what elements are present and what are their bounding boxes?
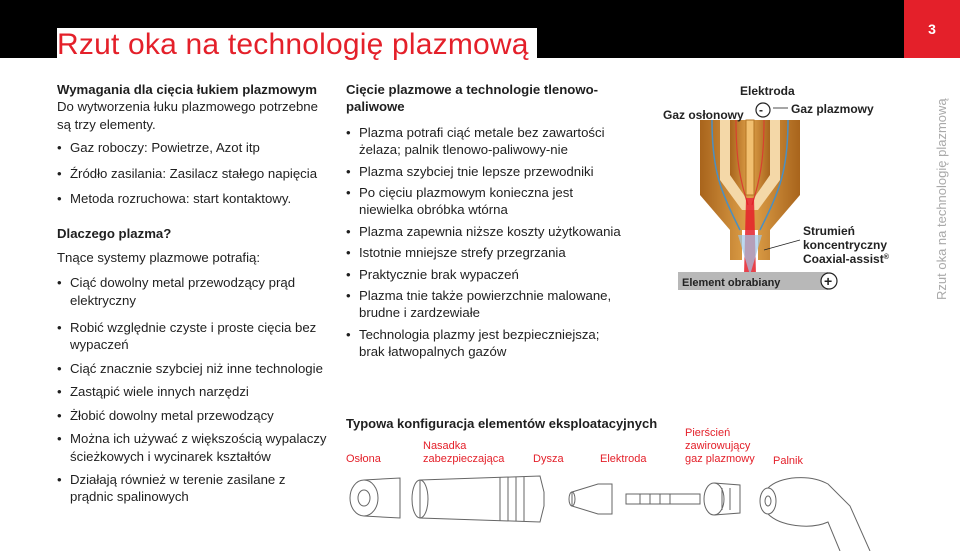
stream-label-1: Strumień <box>803 224 856 238</box>
stream-label-2: koncentryczny <box>803 238 888 252</box>
reason-item: • Ciąć znacznie szybciej niż inne technologie <box>57 360 327 377</box>
label-line: Pierścień <box>685 427 731 439</box>
consumable-label-swirl-ring <box>685 427 755 466</box>
side-title: Rzut oka na technologię plazmową <box>934 98 949 300</box>
comparison-item: • Technologia plazmy jest bezpieczniejsza; brak łatwopalnych gazów <box>346 326 628 361</box>
consumable-label-nozzle <box>533 453 564 466</box>
workpiece-label: Element obrabiany <box>682 277 781 289</box>
label-line: Dysza <box>533 453 564 465</box>
nozzle-part <box>569 484 612 514</box>
reason-item: • Działają również w terenie zasilane z prądnic spalinowych <box>57 471 327 506</box>
electrode-label: Elektroda <box>740 84 795 98</box>
plasma-gas-label: Gaz plazmowy <box>791 102 874 116</box>
requirement-item: • Gaz roboczy: Powietrze, Azot itp <box>57 139 327 156</box>
minus-sign: - <box>759 103 763 117</box>
shield-part <box>350 478 400 518</box>
electrode-shape <box>746 120 754 195</box>
comparison-item: • Plazma zapewnia niższe koszty użytkowania <box>346 223 628 240</box>
label-line: Elektroda <box>600 453 647 465</box>
label-line: Osłona <box>346 453 381 465</box>
requirement-item: • Metoda rozruchowa: start kontaktowy. <box>57 190 327 207</box>
plus-sign: + <box>824 273 833 289</box>
label-line: Palnik <box>773 455 803 467</box>
requirements-intro: Do wytworzenia łuku plazmowego potrzebne są trzy elementy. <box>57 99 318 132</box>
left-column <box>57 81 327 506</box>
comparison-item: • Plazma szybciej tnie lepsze przewodniki <box>346 163 628 180</box>
label-line: Nasadka <box>423 440 467 452</box>
reason-item: • Można ich używać z większością wypalaczy ścieżkowych i wycinarek kształtów <box>57 430 327 465</box>
consumables-heading: Typowa konfiguracja elementów eksploatacyjnych <box>346 416 658 431</box>
consumable-label-retaining-cap <box>423 440 504 466</box>
comparison-heading: Cięcie plazmowe a technologie tlenowo-paliwowe <box>346 82 599 115</box>
comparison-item: • Po cięciu plazmowym konieczna jest niewielka obróbka wtórna <box>346 184 628 219</box>
reason-text: • Robić względnie czyste i proste cięcia bez wypaczeń <box>57 319 327 354</box>
swirl-ring-part <box>704 483 740 515</box>
label-line: zawirowujący <box>685 440 751 452</box>
consumable-label-electrode <box>600 453 646 466</box>
why-intro: Tnące systemy plazmowe potrafią: <box>57 249 261 265</box>
why-heading: Dlaczego plazma? <box>57 226 172 242</box>
comparison-item: • Praktycznie brak wypaczeń <box>346 266 628 283</box>
electrode-part <box>626 494 700 504</box>
consumable-label-torch <box>773 455 803 468</box>
comparison-item: • Plazma tnie także powierzchnie malowane, brudne i zardzewiałe <box>346 287 628 322</box>
torch-part <box>760 478 870 551</box>
page-title: Rzut oka na technologię plazmową <box>57 28 537 62</box>
page-number: 3 <box>904 0 960 58</box>
label-line: gaz plazmowy <box>685 453 755 465</box>
reason-item: • Żłobić dowolny metal przewodzący <box>57 407 327 424</box>
label-line: zabezpieczająca <box>423 453 505 465</box>
plasma-torch-diagram <box>660 80 900 310</box>
comparison-item: • Plazma potrafi ciąć metale bez zawartości żelaza; palnik tlenowo-paliwowy-nie <box>346 124 628 159</box>
requirement-item: • Źródło zasilania: Zasilacz stałego napięcia <box>57 165 327 182</box>
consumables-parts-illustration <box>340 470 900 551</box>
requirements-heading: Wymagania dla cięcia łukiem plazmowym <box>57 82 317 97</box>
comparison-item: • Istotnie mniejsze strefy przegrzania <box>346 244 628 261</box>
reason-item <box>57 319 327 354</box>
middle-column <box>346 81 628 361</box>
consumable-label-shield <box>346 453 381 466</box>
reason-item: • Zastąpić wiele innych narzędzi <box>57 383 327 400</box>
shield-gas-label: Gaz osłonowy <box>663 108 744 122</box>
retaining-cap-part <box>412 476 544 522</box>
stream-label-3: Coaxial-assist® <box>803 252 889 266</box>
reason-item: • Ciąć dowolny metal przewodzący prąd elektryczny <box>57 274 327 309</box>
